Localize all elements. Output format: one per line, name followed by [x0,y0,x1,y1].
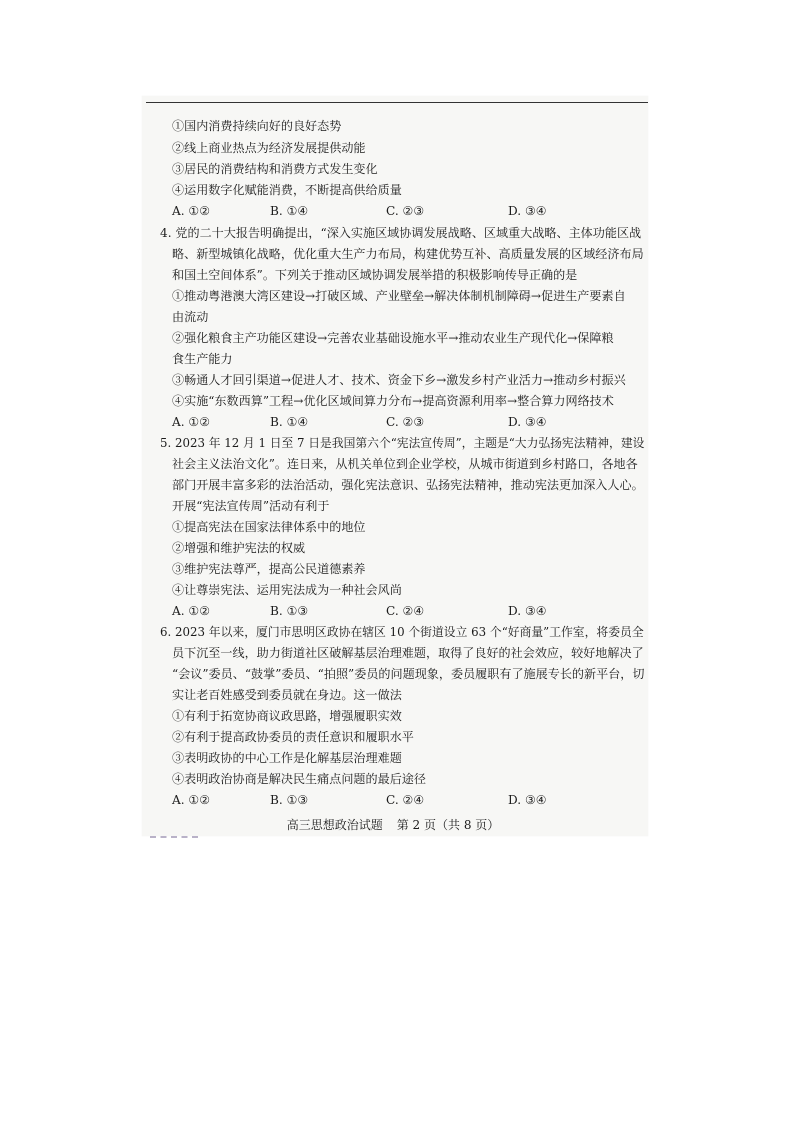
prev-option-b: B. ①④ [270,204,309,218]
q4-option-b: B. ①④ [270,415,309,429]
q4-statement-3: ③畅通人才回引渠道→促进人才、技术、资金下乡→激发乡村产业活力→推动乡村振兴 [172,373,626,387]
footer-page-number: 第 2 页（共 8 页） [396,818,500,832]
prev-statement-4: ④运用数字化赋能消费，不断提高供给质量 [172,183,402,197]
q4-statement-1-line-1: ①推动粤港澳大湾区建设→打破区域、产业壁垒→解决体制机制障碍→促进生产要素自 [172,289,626,303]
q4-stem-line-2: 略、新型城镇化战略，优化重大生产力布局，构建优势互补、高质量发展的区域经济布局 [172,247,644,261]
prev-option-d: D. ③④ [508,204,547,218]
q6-stem-line-3: “会议”委员、“鼓掌”委员、“拍照”委员的问题现象，委员履职有了施展专长的新平台，切 [172,667,645,681]
q4-statement-4: ④实施“东数西算”工程→优化区域间算力分布→提高资源利用率→整合算力网络技术 [172,394,614,408]
q4-stem-line-1: 4. 党的二十大报告明确提出，“深入实施区域协调发展战略、区域重大战略、主体功能区战 [160,226,642,240]
prev-option-a: A. ①② [172,204,211,218]
q6-statement-1: ①有利于拓宽协商议政思路，增强履职实效 [172,709,402,723]
q4-stem-line-3: 和国土空间体系”。下列关于推动区域协调发展举措的积极影响传导正确的是 [172,268,578,282]
q6-option-c: C. ②④ [386,793,425,807]
q5-stem-line-3: 部门开展丰富多彩的法治活动，强化宪法意识、弘扬宪法精神，推动宪法更加深入人心。 [172,478,644,492]
scan-edge-marks [150,836,198,842]
prev-option-c: C. ②③ [386,204,425,218]
q6-option-a: A. ①② [172,793,211,807]
q4-option-c: C. ②③ [386,415,425,429]
q4-option-a: A. ①② [172,415,211,429]
q5-statement-2: ②增强和维护宪法的权威 [172,541,306,555]
q6-stem-line-4: 实让老百姓感受到委员就在身边。这一做法 [172,688,402,702]
q6-statement-2: ②有利于提高政协委员的责任意识和履职水平 [172,730,414,744]
prev-statement-2: ②线上商业热点为经济发展提供动能 [172,141,366,155]
q5-option-b: B. ①③ [270,604,309,618]
q5-stem-line-1: 5. 2023 年 12 月 1 日至 7 日是我国第六个“宪法宣传周”，主题是“大力弘扬宪法精神，建设 [160,436,645,450]
q6-statement-3: ③表明政协的中心工作是化解基层治理难题 [172,751,402,765]
q5-option-c: C. ②④ [386,604,425,618]
q6-statement-4: ④表明政治协商是解决民生痛点问题的最后途径 [172,772,426,786]
footer-subject: 高三思想政治试题 [286,818,383,832]
q6-option-d: D. ③④ [508,793,547,807]
q6-stem-line-2: 员下沉至一线，助力街道社区破解基层治理难题，取得了良好的社会效应，较好地解决了 [172,646,644,660]
prev-statement-1: ①国内消费持续向好的良好态势 [172,119,342,133]
q5-statement-1: ①提高宪法在国家法律体系中的地位 [172,520,366,534]
q4-statement-2-line-1: ②强化粮食主产功能区建设→完善农业基础设施水平→推动农业生产现代化→保障粮 [172,331,614,345]
q5-option-a: A. ①② [172,604,211,618]
page-footer [140,816,646,833]
q4-statement-1-line-2: 由流动 [172,310,209,324]
q5-option-d: D. ③④ [508,604,547,618]
prev-statement-3: ③居民的消费结构和消费方式发生变化 [172,162,378,176]
header-rule [146,102,648,103]
q5-statement-3: ③维护宪法尊严，提高公民道德素养 [172,562,366,576]
q5-stem-line-2: 社会主义法治文化”。连日来，从机关单位到企业学校，从城市街道到乡村路口，各地各 [172,457,638,471]
q6-stem-line-1: 6. 2023 年以来，厦门市思明区政协在辖区 10 个街道设立 63 个“好商量”工作室，将委员全 [160,625,644,639]
q5-statement-4: ④让尊崇宪法、运用宪法成为一种社会风尚 [172,583,402,597]
q4-statement-2-line-2: 食生产能力 [172,352,233,366]
q5-stem-line-4: 开展“宪法宣传周”活动有利于 [172,499,330,513]
q6-option-b: B. ①③ [270,793,309,807]
q4-option-d: D. ③④ [508,415,547,429]
